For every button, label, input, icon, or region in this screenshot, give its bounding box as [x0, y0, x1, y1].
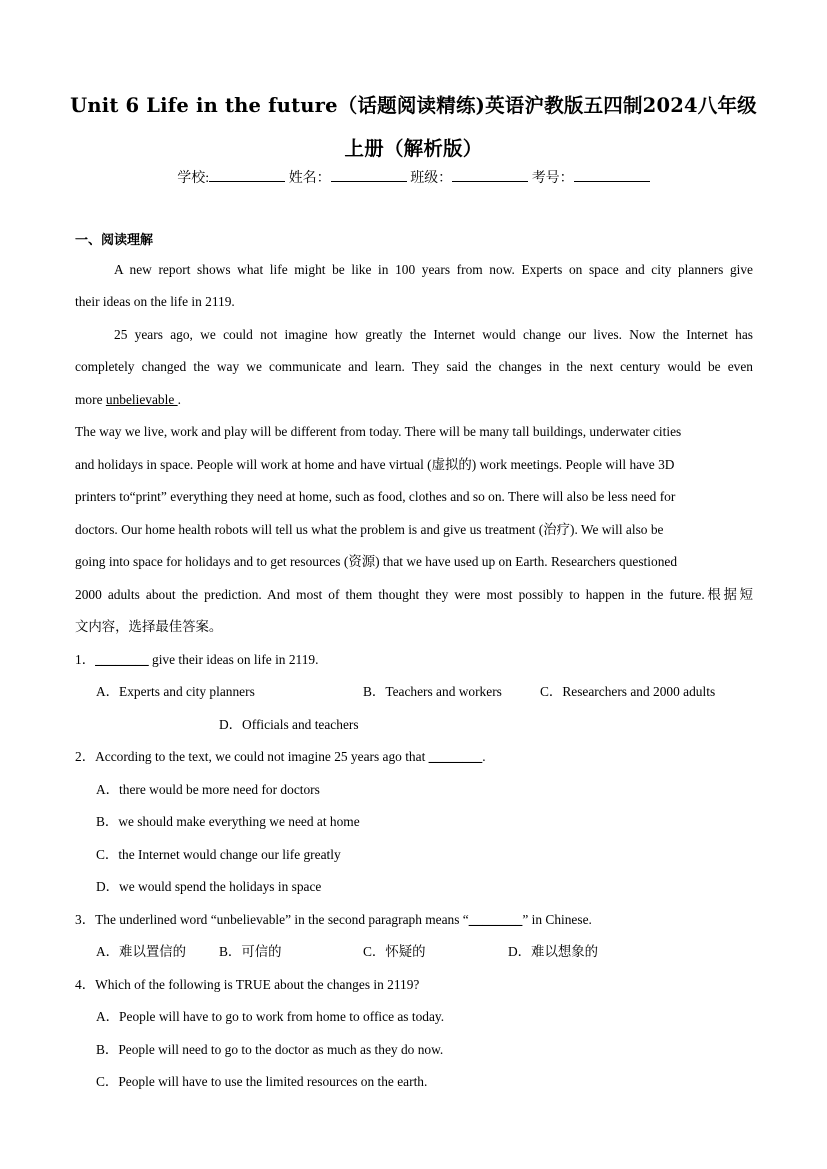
passage-text: .	[177, 392, 181, 407]
passage-p3-line3: printers to“print” everything they need at home, such as food, clothes and so on. There will also be less need for	[75, 489, 676, 504]
school-label: 学校:	[177, 171, 210, 186]
question-3-option-a[interactable]: A．难以置信的	[96, 944, 187, 959]
question-3-end: ” in Chinese.	[522, 912, 592, 927]
class-blank[interactable]	[452, 169, 528, 182]
question-1-number: 1．	[75, 652, 96, 667]
student-info-fields	[40, 167, 787, 187]
school-blank[interactable]	[209, 169, 285, 182]
question-1-option-d[interactable]: D．Officials and teachers	[219, 717, 359, 732]
question-3-blank[interactable]: ________	[468, 912, 523, 927]
question-3-stem	[75, 912, 753, 928]
exam-number-label: 考号：	[531, 171, 574, 186]
question-2-blank[interactable]: ________	[428, 749, 483, 764]
question-2-option-b[interactable]: B．we should make everything we need at home	[96, 814, 360, 829]
question-1-stem	[75, 652, 753, 668]
passage-p3-line4: doctors. Our home health robots will tell us what the problem is and give us treatment (治疗). We will also be	[75, 522, 664, 537]
document-title-line2: 上册（解析版）	[344, 137, 483, 160]
question-4-option-c[interactable]: C．People will have to use the limited resources on the earth.	[96, 1074, 428, 1089]
question-1-option-a[interactable]: A．Experts and city planners	[96, 684, 255, 699]
passage-text: more	[75, 392, 106, 407]
question-3-option-c[interactable]: C．怀疑的	[363, 944, 426, 959]
passage-p2-line2: completely changed the way we communicate and learn. They said the changes in the next century would be even	[75, 359, 753, 374]
passage-p3-line7: 文内容，选择最佳答案。	[75, 619, 223, 634]
passage-p1-line1: A new report shows what life might be like in 100 years from now. Experts on space and city planners give	[114, 262, 753, 277]
question-4-option-a[interactable]: A．People will have to go to work from home to office as today.	[96, 1009, 445, 1024]
underlined-word: unbelievable	[105, 392, 178, 407]
passage-p3-line2: and holidays in space. People will work at home and have virtual (虚拟的) work meetings. People will have 3D	[75, 457, 675, 472]
passage-p3-line1: The way we live, work and play will be different from today. There will be many tall buildings, underwater cities	[75, 424, 682, 439]
passage-p2-line1: 25 years ago, we could not imagine how greatly the Internet would change our lives. Now the Internet has	[114, 327, 753, 342]
section-heading: 一、阅读理解	[75, 233, 154, 248]
question-2-end: .	[482, 749, 486, 764]
passage-p3-line6: 2000 adults about the prediction. And most of them thought they were most possibly to happen in the future.根据短	[75, 587, 753, 602]
passage-p2-line3	[75, 392, 753, 408]
class-label: 班级：	[410, 171, 453, 186]
name-blank[interactable]	[331, 169, 407, 182]
exam-number-blank[interactable]	[574, 169, 650, 182]
passage-p3-line5: going into space for holidays and to get resources (资源) that we have used up on Earth. Researchers questioned	[75, 554, 678, 569]
question-2-text: 2．According to the text, we could not imagine 25 years ago that	[75, 749, 429, 764]
question-4-option-b[interactable]: B．People will need to go to the doctor as much as they do now.	[96, 1042, 444, 1057]
passage-p1-line2: their ideas on the life in 2119.	[75, 294, 235, 309]
question-4-stem: 4．Which of the following is TRUE about the changes in 2119?	[75, 977, 420, 992]
question-3-option-b[interactable]: B．可信的	[219, 944, 282, 959]
name-label: 姓名：	[288, 171, 331, 186]
question-2-stem	[75, 749, 753, 765]
question-1-option-c[interactable]: C．Researchers and 2000 adults	[540, 684, 716, 699]
question-1-text: give their ideas on life in 2119.	[148, 652, 319, 667]
question-1-option-b[interactable]: B．Teachers and workers	[363, 684, 502, 699]
question-1-blank[interactable]: ________	[95, 652, 149, 667]
question-2-option-d[interactable]: D．we would spend the holidays in space	[96, 879, 322, 894]
question-2-option-a[interactable]: A．there would be more need for doctors	[96, 782, 320, 797]
question-3-text: 3．The underlined word “unbelievable” in the second paragraph means “	[75, 912, 469, 927]
question-3-option-d[interactable]: D．难以想象的	[508, 944, 599, 959]
question-2-option-c[interactable]: C．the Internet would change our life greatly	[96, 847, 341, 862]
document-title-line1: Unit 6 Life in the future（话题阅读精练)英语沪教版五四制2024八年级	[70, 94, 757, 117]
